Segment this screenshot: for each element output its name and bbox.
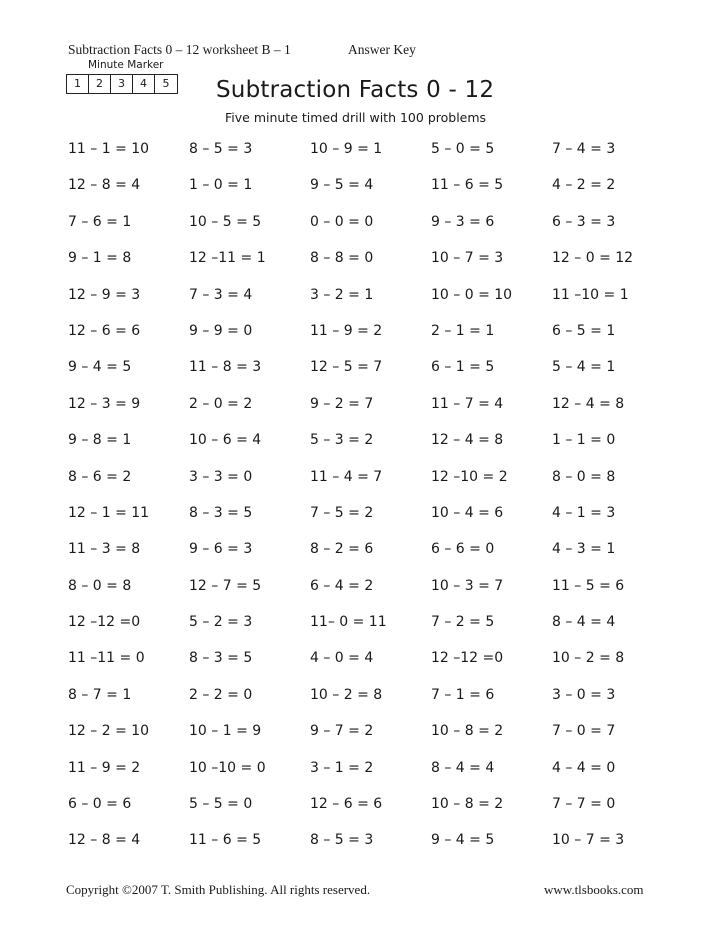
problem-item: 7 – 6 = 1 bbox=[68, 213, 132, 230]
minute-marker-box: 4 bbox=[133, 75, 155, 93]
problem-item: 4 – 2 = 2 bbox=[552, 177, 616, 194]
problem-item: 9 – 2 = 7 bbox=[310, 395, 374, 412]
problem-item: 8 – 0 = 8 bbox=[68, 577, 132, 594]
problem-item: 12 – 8 = 4 bbox=[68, 177, 141, 194]
problem-item: 7 – 4 = 3 bbox=[552, 141, 616, 157]
problem-item: 11 – 9 = 2 bbox=[68, 759, 141, 776]
problem-item: 6 – 1 = 5 bbox=[431, 359, 495, 376]
problem-item: 7 – 2 = 5 bbox=[431, 614, 495, 631]
worksheet-header: Subtraction Facts 0 – 12 worksheet B – 1 bbox=[68, 42, 291, 57]
problem-item: 7 – 3 = 4 bbox=[189, 286, 253, 303]
problem-item: 10 – 4 = 6 bbox=[431, 504, 504, 521]
problem-item: 3 – 3 = 0 bbox=[189, 468, 253, 485]
problem-item: 10 – 5 = 5 bbox=[189, 213, 262, 230]
problem-item: 5 – 4 = 1 bbox=[552, 359, 616, 376]
problem-item: 9 – 1 = 8 bbox=[68, 250, 132, 267]
problem-item: 12 – 6 = 6 bbox=[68, 322, 141, 339]
problem-item: 11– 0 = 11 bbox=[310, 614, 387, 631]
problem-item: 10 –10 = 0 bbox=[189, 759, 266, 776]
problem-grid bbox=[68, 131, 688, 859]
problem-item: 10 – 2 = 8 bbox=[552, 650, 625, 667]
problem-item: 6 – 5 = 1 bbox=[552, 322, 616, 339]
problem-item: 0 – 0 = 0 bbox=[310, 213, 374, 230]
problem-item: 6 – 3 = 3 bbox=[552, 213, 616, 230]
problem-item: 10 – 3 = 7 bbox=[431, 577, 504, 594]
problem-item: 8 – 8 = 0 bbox=[310, 250, 374, 267]
problem-item: 9 – 5 = 4 bbox=[310, 177, 374, 194]
problem-item: 7 – 1 = 6 bbox=[431, 686, 495, 703]
problem-item: 10 – 1 = 9 bbox=[189, 723, 262, 740]
problem-item: 9 – 6 = 3 bbox=[189, 541, 253, 558]
problem-item: 10 – 7 = 3 bbox=[431, 250, 504, 267]
problem-item: 8 – 4 = 4 bbox=[431, 759, 495, 776]
problem-item: 8 – 5 = 3 bbox=[310, 832, 374, 849]
problem-item: 10 – 2 = 8 bbox=[310, 686, 383, 703]
problem-item: 2 – 1 = 1 bbox=[431, 322, 495, 339]
minute-marker-boxes bbox=[66, 74, 178, 94]
problem-item: 1 – 0 = 1 bbox=[189, 177, 253, 194]
problem-item: 12 – 4 = 8 bbox=[431, 432, 504, 449]
problem-item: 6 – 6 = 0 bbox=[431, 541, 495, 558]
problem-item: 12 – 9 = 3 bbox=[68, 286, 141, 303]
problem-item: 6 – 4 = 2 bbox=[310, 577, 374, 594]
problem-item: 5 – 0 = 5 bbox=[431, 141, 495, 157]
problem-item: 5 – 3 = 2 bbox=[310, 432, 374, 449]
problem-item: 11 – 9 = 2 bbox=[310, 322, 383, 339]
problem-item: 10 – 9 = 1 bbox=[310, 141, 383, 157]
problem-item: 3 – 1 = 2 bbox=[310, 759, 374, 776]
problem-item: 11 – 6 = 5 bbox=[189, 832, 262, 849]
problem-item: 2 – 2 = 0 bbox=[189, 686, 253, 703]
problem-item: 4 – 4 = 0 bbox=[552, 759, 616, 776]
problem-item: 12 –10 = 2 bbox=[431, 468, 508, 485]
problem-item: 9 – 4 = 5 bbox=[431, 832, 495, 849]
problem-item: 11 –10 = 1 bbox=[552, 286, 629, 303]
problem-item: 12 – 0 = 12 bbox=[552, 250, 634, 267]
minute-marker-box: 5 bbox=[162, 77, 170, 90]
problem-item: 12 – 7 = 5 bbox=[189, 577, 262, 594]
minute-marker-box: 1 bbox=[67, 75, 89, 93]
problem-item: 8 – 6 = 2 bbox=[68, 468, 132, 485]
problem-item: 5 – 2 = 3 bbox=[189, 614, 253, 631]
problem-item: 9 – 3 = 6 bbox=[431, 213, 495, 230]
minute-marker-box: 3 bbox=[111, 75, 133, 93]
problem-item: 4 – 1 = 3 bbox=[552, 504, 616, 521]
problem-item: 7 – 0 = 7 bbox=[552, 723, 616, 740]
copyright-notice: Copyright ©2007 T. Smith Publishing. All rights reserved. bbox=[66, 882, 371, 897]
problem-item: 12 – 1 = 11 bbox=[68, 504, 150, 521]
problem-item: 10 – 6 = 4 bbox=[189, 432, 262, 449]
problem-item: 8 – 0 = 8 bbox=[552, 468, 616, 485]
problem-item: 4 – 0 = 4 bbox=[310, 650, 374, 667]
problem-item: 9 – 7 = 2 bbox=[310, 723, 374, 740]
problem-item: 12 – 6 = 6 bbox=[310, 796, 383, 813]
problem-item: 11 – 6 = 5 bbox=[431, 177, 504, 194]
problem-item: 3 – 2 = 1 bbox=[310, 286, 374, 303]
website-url: www.tlsbooks.com bbox=[544, 882, 644, 897]
problem-item: 11 – 7 = 4 bbox=[431, 395, 504, 412]
problem-item: 10 – 7 = 3 bbox=[552, 832, 625, 849]
problem-item: 12 – 2 = 10 bbox=[68, 723, 150, 740]
problem-item: 11 – 3 = 8 bbox=[68, 541, 141, 558]
problem-item: 12 –12 =0 bbox=[68, 614, 141, 631]
problem-item: 9 – 9 = 0 bbox=[189, 322, 253, 339]
problem-item: 12 – 3 = 9 bbox=[68, 395, 141, 412]
page-subtitle: Five minute timed drill with 100 problems bbox=[225, 110, 487, 125]
problem-item: 12 – 8 = 4 bbox=[68, 832, 141, 849]
problem-item: 7 – 5 = 2 bbox=[310, 504, 374, 521]
problem-item: 8 – 4 = 4 bbox=[552, 614, 616, 631]
problem-item: 11 – 4 = 7 bbox=[310, 468, 383, 485]
problem-item: 11 –11 = 0 bbox=[68, 650, 145, 667]
problem-item: 10 – 8 = 2 bbox=[431, 723, 504, 740]
problem-item: 7 – 7 = 0 bbox=[552, 796, 616, 813]
problem-item: 12 – 4 = 8 bbox=[552, 395, 625, 412]
problem-item: 8 – 7 = 1 bbox=[68, 686, 132, 703]
problem-item: 4 – 3 = 1 bbox=[552, 541, 616, 558]
problem-item: 8 – 5 = 3 bbox=[189, 141, 253, 157]
problem-item: 10 – 8 = 2 bbox=[431, 796, 504, 813]
problem-item: 8 – 3 = 5 bbox=[189, 650, 253, 667]
answer-key-label: Answer Key bbox=[348, 42, 416, 57]
page-title: Subtraction Facts 0 - 12 bbox=[216, 77, 495, 103]
problem-item: 9 – 8 = 1 bbox=[68, 432, 132, 449]
problem-item: 2 – 0 = 2 bbox=[189, 395, 253, 412]
problem-item: 11 – 1 = 10 bbox=[68, 141, 150, 157]
problem-item: 12 – 5 = 7 bbox=[310, 359, 383, 376]
problem-item: 8 – 3 = 5 bbox=[189, 504, 253, 521]
problem-item: 3 – 0 = 3 bbox=[552, 686, 616, 703]
problem-item: 9 – 4 = 5 bbox=[68, 359, 132, 376]
problem-item: 11 – 5 = 6 bbox=[552, 577, 625, 594]
problem-item: 8 – 2 = 6 bbox=[310, 541, 374, 558]
problem-item: 10 – 0 = 10 bbox=[431, 286, 513, 303]
problem-item: 12 –12 =0 bbox=[431, 650, 504, 667]
minute-marker-box: 2 bbox=[89, 75, 111, 93]
problem-item: 11 – 8 = 3 bbox=[189, 359, 262, 376]
problem-item: 12 –11 = 1 bbox=[189, 250, 266, 267]
problem-item: 6 – 0 = 6 bbox=[68, 796, 132, 813]
minute-marker-label: Minute Marker bbox=[88, 59, 164, 71]
problem-item: 1 – 1 = 0 bbox=[552, 432, 616, 449]
problem-item: 5 – 5 = 0 bbox=[189, 796, 253, 813]
